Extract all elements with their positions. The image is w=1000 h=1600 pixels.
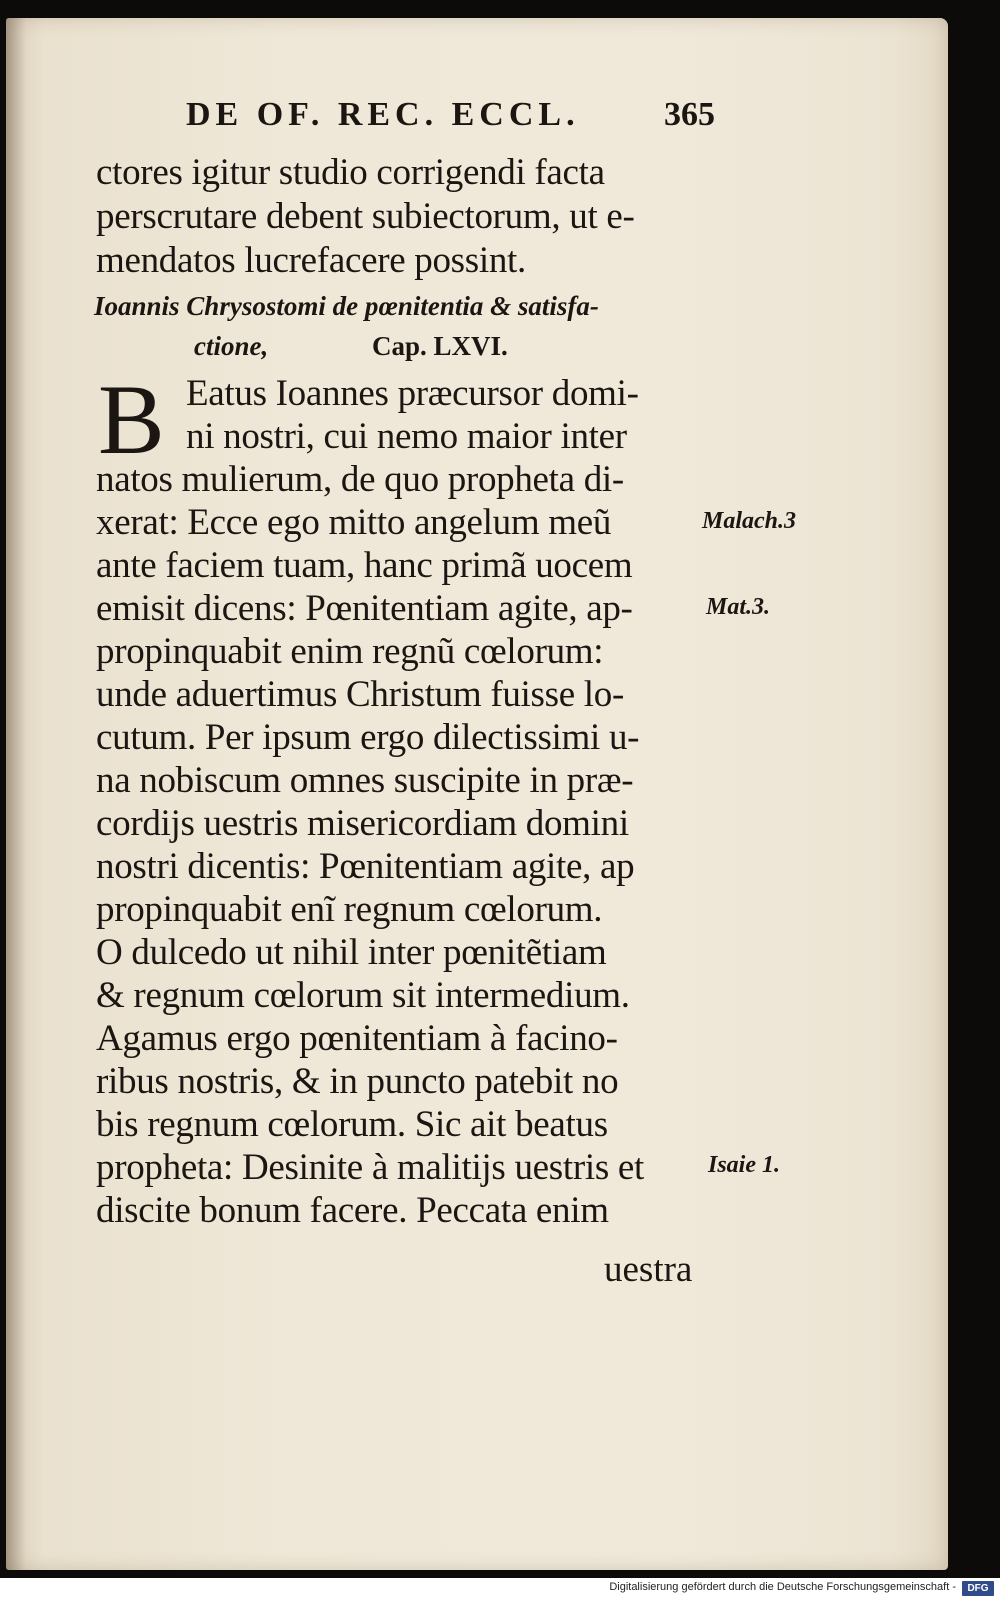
chapter-number: Cap. LXVI.: [372, 331, 508, 361]
margin-note-isaiah: Isaie 1.: [708, 1152, 780, 1178]
body-line: natos mulierum, de quo propheta di-: [96, 459, 624, 500]
body-line: discite bonum facere. Peccata enim: [96, 1190, 609, 1231]
margin-note-malachi: Malach.3: [702, 508, 797, 534]
chapter-heading-line-1: Ioannis Chrysostomi de pœnitentia & satisfa-: [94, 291, 599, 321]
body-line: bis regnum cœlorum. Sic ait beatus: [96, 1104, 608, 1145]
body-line: Agamus ergo pœnitentiam à facino-: [96, 1018, 618, 1059]
body-line: unde aduertimus Christum fuisse lo-: [96, 674, 624, 715]
body-line: perscrutare debent subiectorum, ut e-: [96, 196, 635, 237]
chapter-heading-ctione: ctione,: [194, 331, 269, 361]
body-line: xerat: Ecce ego mitto angelum meũ: [96, 502, 612, 543]
page-number: 365: [664, 96, 715, 133]
funding-notice: Digitalisierung gefördert durch die Deutsche Forschungsgemeinschaft -: [609, 1581, 956, 1593]
body-line: propinquabit enĩ regnum cœlorum.: [96, 889, 603, 930]
drop-initial: B: [98, 364, 165, 475]
body-line: propheta: Desinite à malitijs uestris et: [96, 1147, 645, 1188]
book-page: [6, 18, 948, 1570]
body-line: Eatus Ioannes præcursor domi-: [186, 373, 639, 414]
running-head: DE OF. REC. ECCL.: [186, 96, 580, 133]
footer-bar: [0, 1578, 1000, 1600]
body-line: emisit dicens: Pœnitentiam agite, ap-: [96, 588, 633, 629]
body-line: ctores igitur studio corrigendi facta: [96, 152, 605, 193]
margin-note-matthew: Mat.3.: [706, 594, 771, 620]
gutter-shadow: [6, 18, 26, 1570]
body-line: ante faciem tuam, hanc primã uocem: [96, 545, 633, 586]
dfg-logo: DFG: [962, 1581, 994, 1596]
body-line: nostri dicentis: Pœnitentiam agite, ap: [96, 846, 635, 887]
body-line: na nobiscum omnes suscipite in præ-: [96, 760, 634, 801]
body-line: mendatos lucrefacere possint.: [96, 240, 526, 281]
body-line: ribus nostris, & in puncto patebit no: [96, 1061, 619, 1102]
catchword: uestra: [604, 1249, 693, 1290]
body-line: cutum. Per ipsum ergo dilectissimi u-: [96, 717, 640, 758]
body-line: ni nostri, cui nemo maior inter: [186, 416, 627, 457]
body-line: O dulcedo ut nihil inter pœnitẽtiam: [96, 932, 607, 973]
body-line: propinquabit enim regnũ cœlorum:: [96, 631, 604, 672]
body-line: & regnum cœlorum sit intermedium.: [96, 975, 630, 1016]
body-line: cordijs uestris misericordiam domini: [96, 803, 629, 844]
